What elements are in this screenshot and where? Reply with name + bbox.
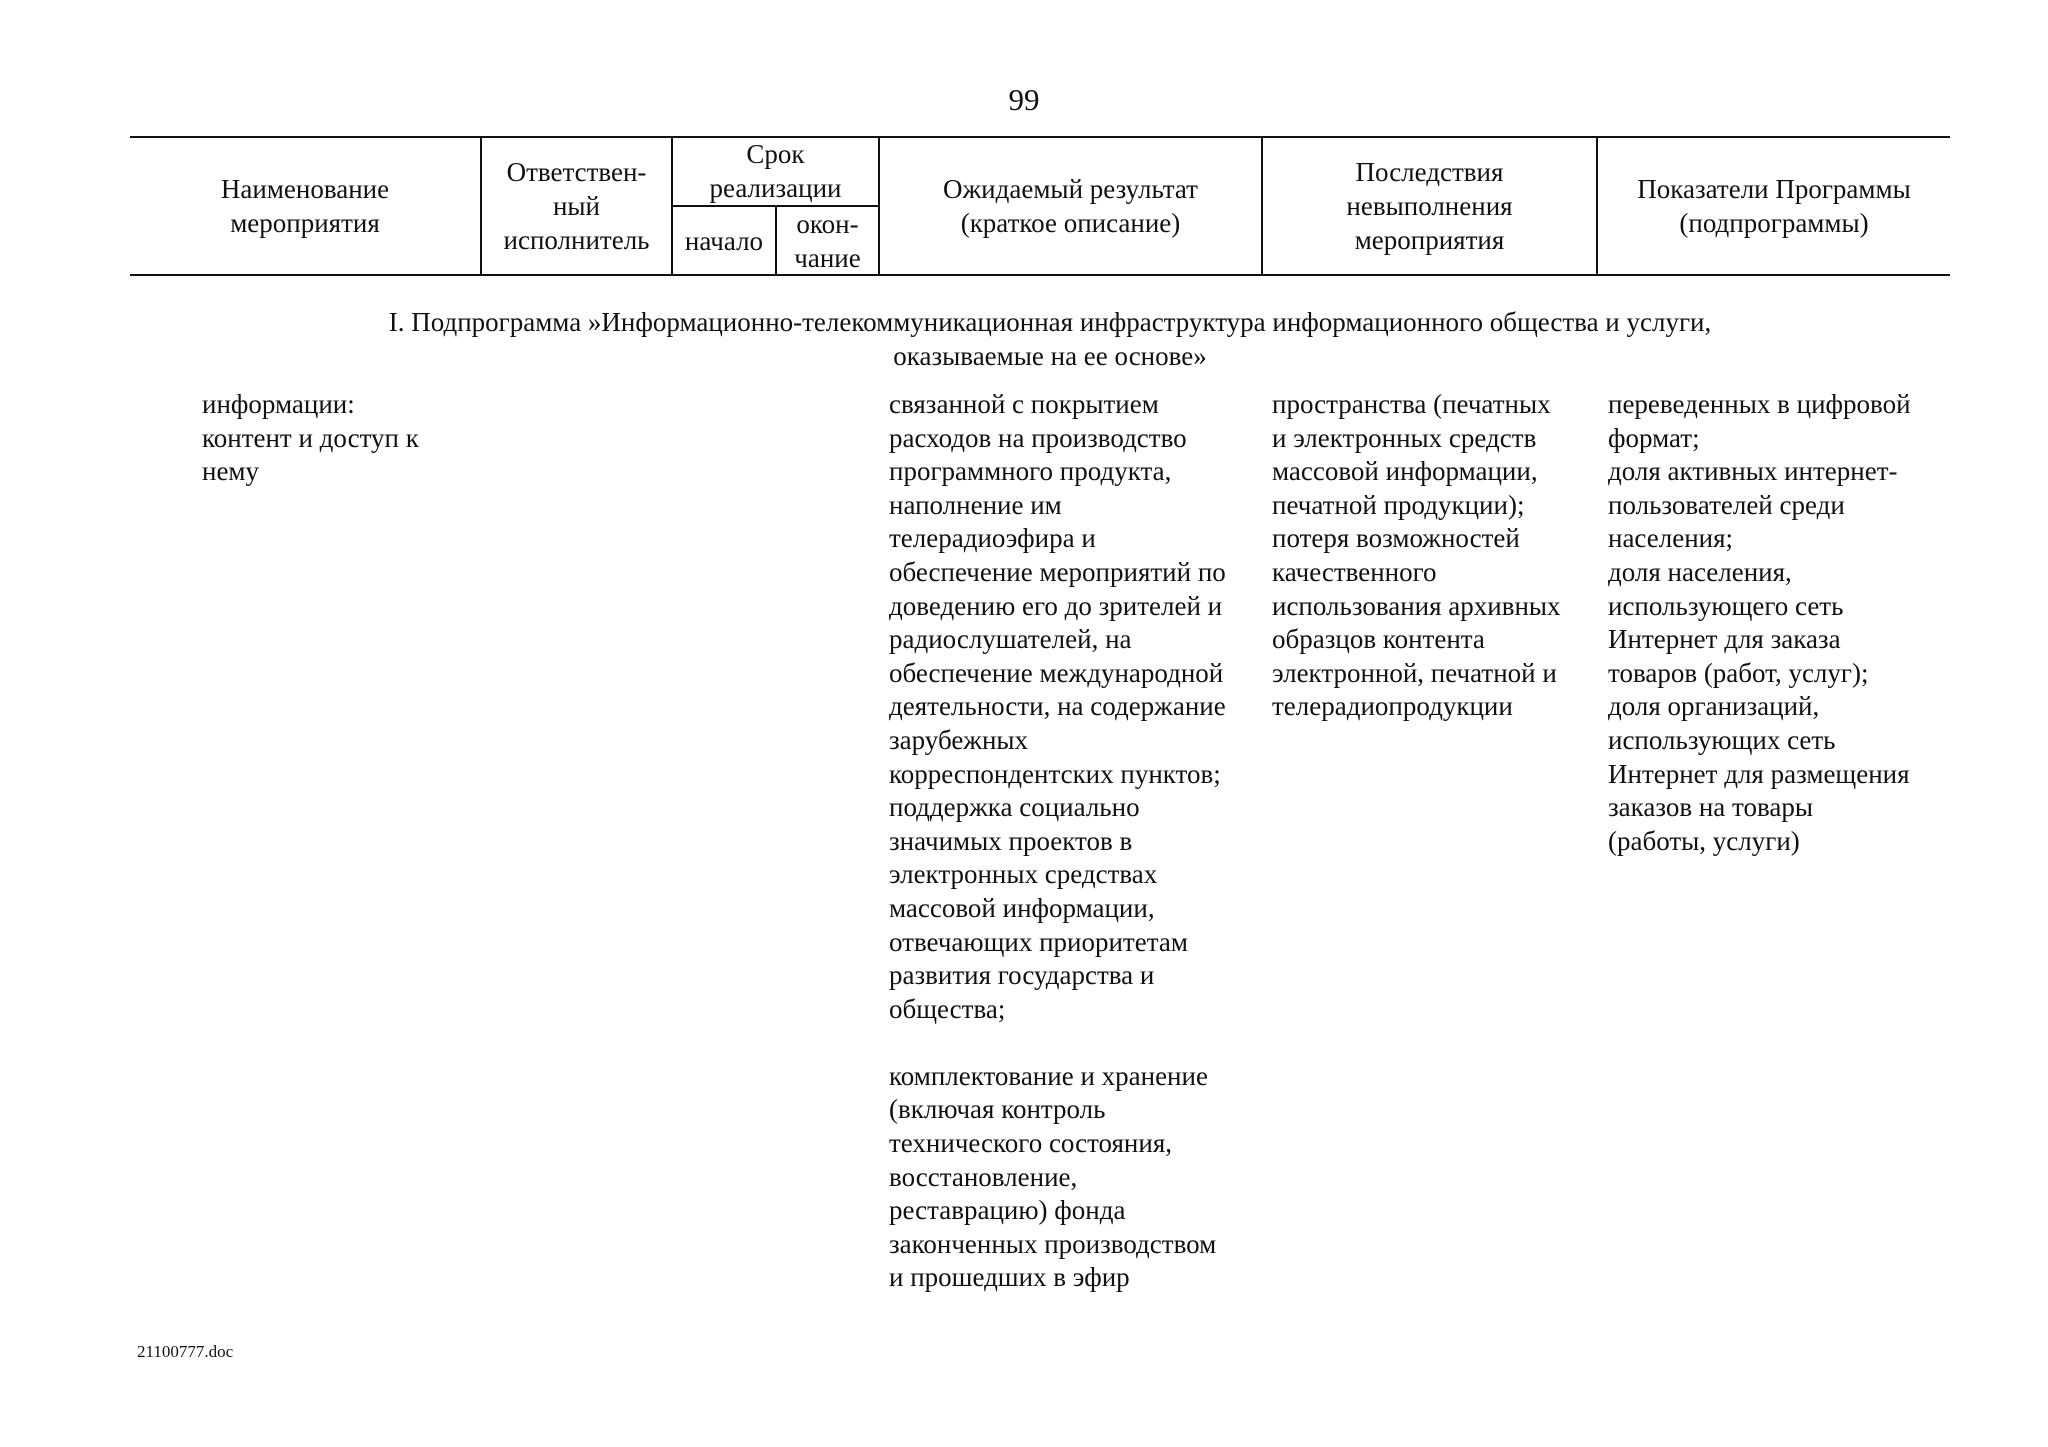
row-expected-result: связанной с покрытием расходов на производство программного продукта, наполнение им телерадиоэфира и обеспечение мероприятий по доведению его до зрителей и радиослушателей, на обеспечение международной деятельности, на содержание зарубежных корреспондентских пунктов; поддержка социально значимых проектов в электронных средствах массовой информации, отвечающих приоритетам развития государства и общества; комплектование и хранение (включая контроль технического состояния, восстановление, реставрацию) фонда законченных производством и прошедших в эфир [889, 389, 1226, 1293]
header-name [130, 137, 480, 274]
footer-file-name: 21100777.doc [137, 1342, 234, 1361]
page-number: 99 [1008, 82, 1040, 117]
header-responsible [482, 137, 671, 274]
header-consequences [1263, 137, 1596, 274]
header-start [673, 207, 775, 274]
row-consequences: пространства (печатных и электронных средств массовой информации, печатной продукции); потеря возможностей качественного использования архивных образцов контента электронной, печатной и телерадиопродукции [1272, 389, 1561, 722]
header-responsible-text: Ответствен- ный исполнитель [503, 156, 650, 255]
header-expected-result [880, 137, 1261, 274]
header-indicators [1598, 137, 1950, 274]
header-name-text: Наименование мероприятия [220, 173, 390, 238]
header-start-text: начало [684, 225, 764, 256]
header-period [673, 137, 878, 205]
header-end-text: окон- чание [794, 208, 861, 273]
header-period-text: Срок реализации [709, 139, 842, 203]
row-name: информации: контент и доступ к нему [202, 389, 419, 487]
row-indicators: переведенных в цифровой формат; доля активных интернет- пользователей среди населения; доля населения, использующего сеть Интернет для заказа товаров (работ, услуг); доля организаций, использующих сеть Интернет для размещения заказов на товары (работы, услуги) [1608, 389, 1911, 856]
header-consequences-text: Последствия невыполнения мероприятия [1346, 156, 1513, 255]
header-end [777, 207, 878, 274]
header-indicators-text: Показатели Программы (подпрограммы) [1637, 173, 1911, 238]
table-header-bottom-rule [130, 274, 1950, 276]
section-title: I. Подпрограмма »Информационно-телекоммуникационная инфраструктура информационного общества и услуги, оказываемые на ее основе» [388, 307, 1712, 371]
header-expected-result-text: Ожидаемый результат (краткое описание) [943, 173, 1198, 238]
